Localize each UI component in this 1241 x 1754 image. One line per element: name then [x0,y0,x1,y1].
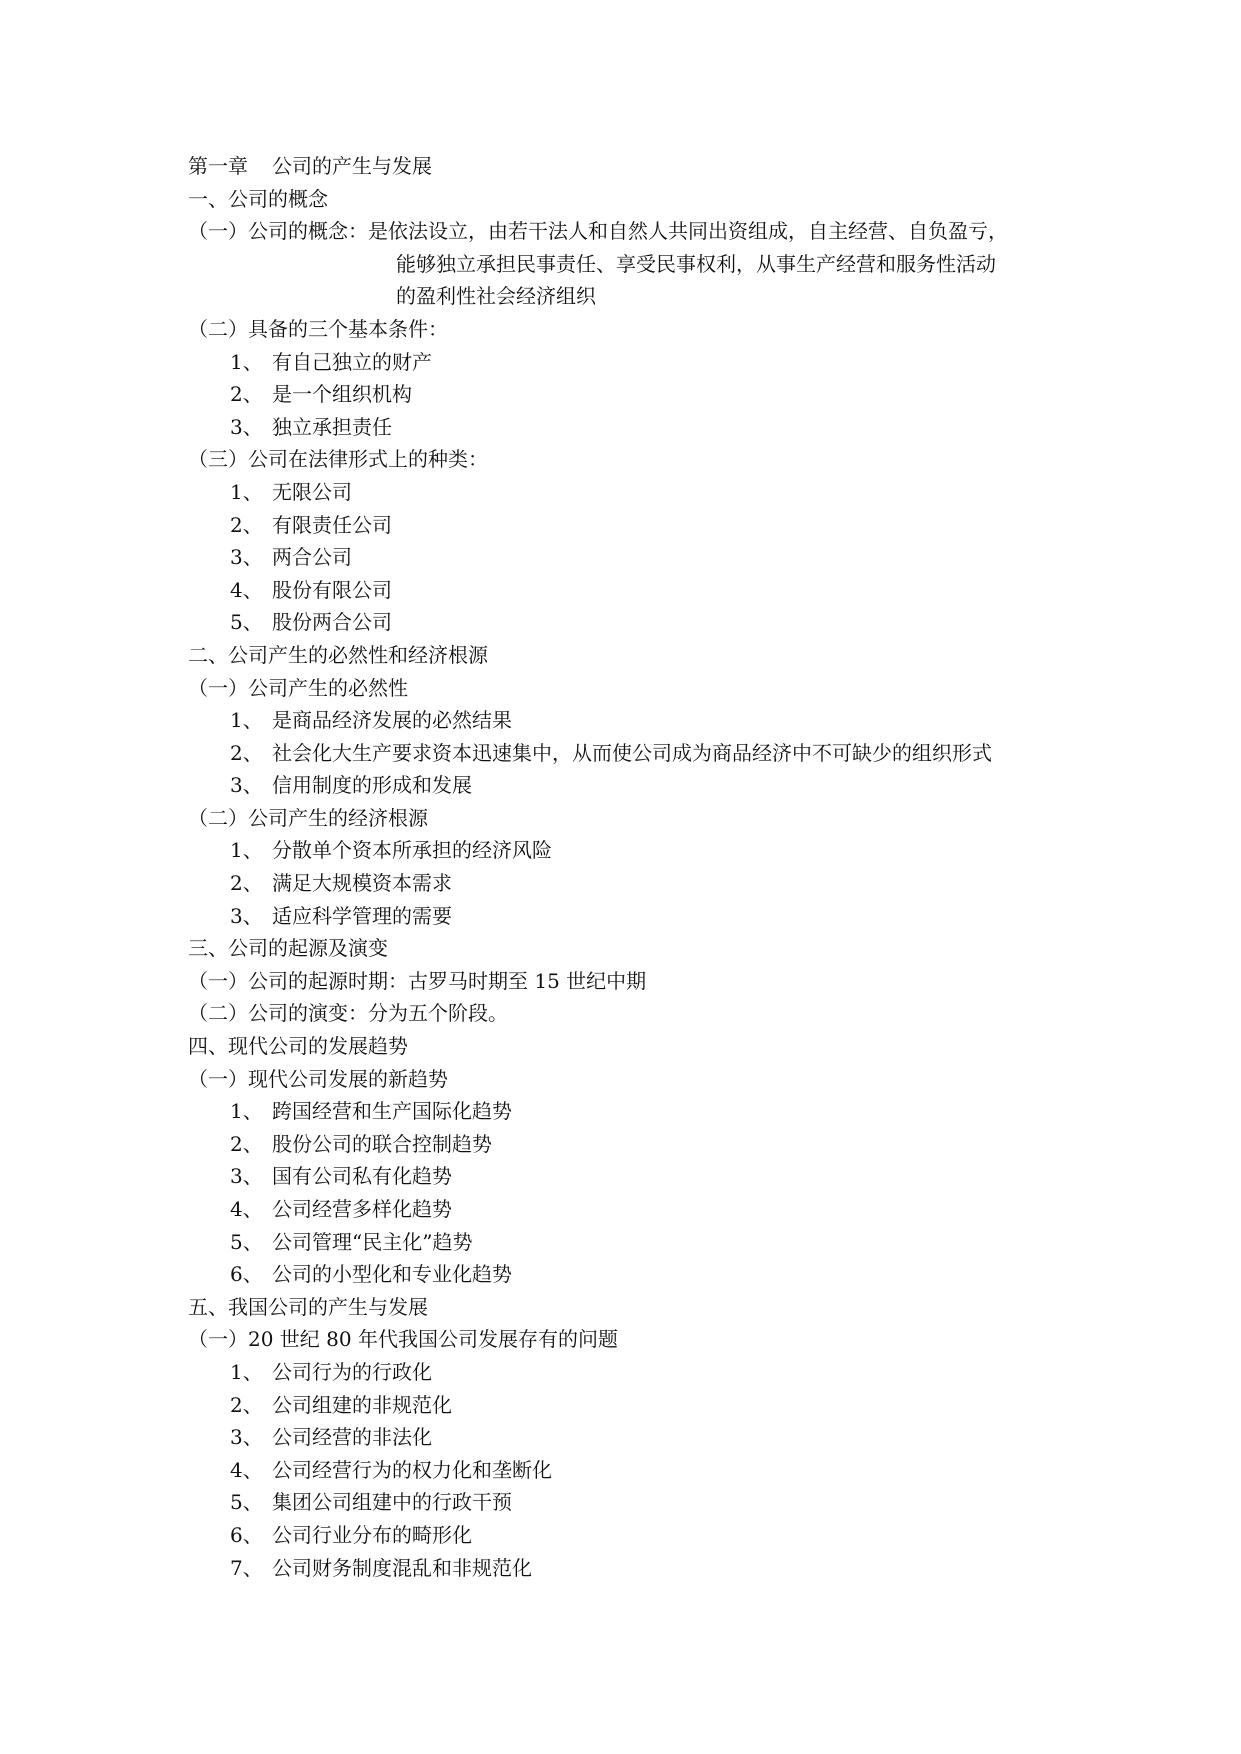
list-item [188,606,1088,639]
list-item-number: 5、 [230,1490,263,1515]
section-heading: 一、公司的概念 [188,186,328,211]
list-item [188,411,1088,444]
concept-label: （一）公司的概念： [188,219,368,244]
subsection-heading: （一）20 世纪 80 年代我国公司发展存有的问题 [188,1327,618,1352]
list-item-text: 社会化大生产要求资本迅速集中，从而使公司成为商品经济中不可缺少的组织形式 [272,740,992,765]
list-item-number: 4、 [230,1197,263,1221]
list-item-number: 3、 [230,414,263,439]
subsection-heading: （二）公司产生的经济根源 [188,805,428,830]
list-item [188,541,1088,574]
list-item-text: 公司经营的非法化 [272,1425,432,1450]
list-item-number: 2、 [230,871,263,896]
list-item-text: 跨国经营和生产国际化趋势 [272,1099,512,1124]
list-item [188,769,1088,802]
concept-text-continuation: 能够独立承担民事责任、享受民事权利，从事生产经营和服务性活动 [396,251,996,276]
list-item-text: 信用制度的形成和发展 [272,773,472,798]
list-item [188,704,1088,737]
section-heading: 二、公司产生的必然性和经济根源 [188,642,488,667]
subsection-heading: （一）公司产生的必然性 [188,675,408,700]
list-item-number: 2、 [230,1392,263,1417]
list-item [188,1226,1088,1259]
section-heading: 三、公司的起源及演变 [188,936,388,961]
list-item-text: 有限责任公司 [272,512,392,537]
list-item-number: 2、 [230,740,263,765]
list-item-text: 公司行为的行政化 [272,1359,432,1384]
concept-definition-line [188,215,1088,248]
list-item-text: 是一个组织机构 [272,382,412,407]
list-item-number: 6、 [230,1522,263,1547]
list-item-text: 公司组建的非规范化 [272,1392,452,1417]
subsection-heading: （一）现代公司发展的新趋势 [188,1066,448,1091]
list-item-number: 1、 [230,1359,263,1384]
list-item-number: 3、 [230,545,263,570]
list-item-number: 5、 [230,1229,263,1254]
list-item-number: 1、 [230,708,263,733]
subsection-heading: （一）公司的起源时期：古罗马时期至 15 世纪中期 [188,968,647,993]
list-item-number: 7、 [230,1555,263,1580]
list-item [188,834,1088,867]
list-item-text: 公司行业分布的畸形化 [272,1522,472,1547]
list-item [188,737,1088,770]
list-item-number: 4、 [230,577,263,602]
subsection-heading: （二）公司的演变：分为五个阶段。 [188,1001,508,1026]
list-item [188,509,1088,542]
subsection-heading: （三）公司在法律形式上的种类： [188,447,488,472]
list-item-number: 4、 [230,1457,263,1482]
list-item-number: 1、 [230,349,263,374]
chapter-title [188,150,1088,183]
subsection-heading: （二）具备的三个基本条件： [188,316,448,341]
section-heading: 四、现代公司的发展趋势 [188,1034,408,1059]
section-heading: 五、我国公司的产生与发展 [188,1294,428,1319]
list-item [188,867,1088,900]
list-item-text: 是商品经济发展的必然结果 [272,708,512,733]
list-item-text: 适应科学管理的需要 [272,903,452,928]
list-item-number: 3、 [230,1164,263,1189]
list-item-number: 3、 [230,773,263,798]
list-item-text: 股份两合公司 [272,610,392,635]
chapter-name: 公司的产生与发展 [272,154,432,178]
list-item [188,900,1088,933]
list-item-text: 公司经营行为的权力化和垄断化 [272,1457,552,1482]
list-item-text: 公司财务制度混乱和非规范化 [272,1555,532,1580]
concept-text: 是依法设立，由若干法人和自然人共同出资组成，自主经营、自负盈亏， [368,219,1008,244]
list-item [188,378,1088,411]
list-item-number: 1、 [230,479,263,504]
list-item [188,1095,1088,1128]
list-item-number: 3、 [230,1425,263,1450]
list-item-number: 2、 [230,382,263,407]
list-item [188,1454,1088,1487]
list-item-text: 有自己独立的财产 [272,349,432,374]
list-item [188,1519,1088,1552]
list-item-text: 公司管理“民主化”趋势 [272,1229,473,1254]
list-item-number: 6、 [230,1262,263,1287]
list-item-number: 3、 [230,903,263,928]
list-item [188,476,1088,509]
list-item [188,574,1088,607]
list-item [188,1160,1088,1193]
list-item-number: 1、 [230,1099,263,1124]
list-item-text: 两合公司 [272,545,352,570]
list-item-text: 无限公司 [272,479,352,504]
list-item-text: 公司经营多样化趋势 [272,1197,452,1221]
list-item-text: 独立承担责任 [272,414,392,439]
list-item-text: 股份有限公司 [272,577,392,602]
list-item [188,1128,1088,1161]
list-item-text: 股份公司的联合控制趋势 [272,1131,492,1156]
concept-text-continuation: 的盈利性社会经济组织 [396,284,596,309]
list-item-text: 满足大规模资本需求 [272,871,452,896]
list-item [188,1356,1088,1389]
list-item [188,1552,1088,1585]
list-item-text: 国有公司私有化趋势 [272,1164,452,1189]
list-item [188,1486,1088,1519]
document-body [188,150,1088,1584]
list-item-text: 公司的小型化和专业化趋势 [272,1262,512,1287]
list-item [188,1193,1088,1226]
list-item-number: 5、 [230,610,263,635]
list-item-number: 2、 [230,1131,263,1156]
list-item-text: 分散单个资本所承担的经济风险 [272,838,552,863]
list-item-number: 2、 [230,512,263,537]
list-item [188,1421,1088,1454]
list-item-number: 1、 [230,838,263,863]
list-item [188,1389,1088,1422]
list-item [188,346,1088,379]
list-item-text: 集团公司组建中的行政干预 [272,1490,512,1515]
chapter-number: 第一章 [188,154,248,178]
list-item [188,1258,1088,1291]
